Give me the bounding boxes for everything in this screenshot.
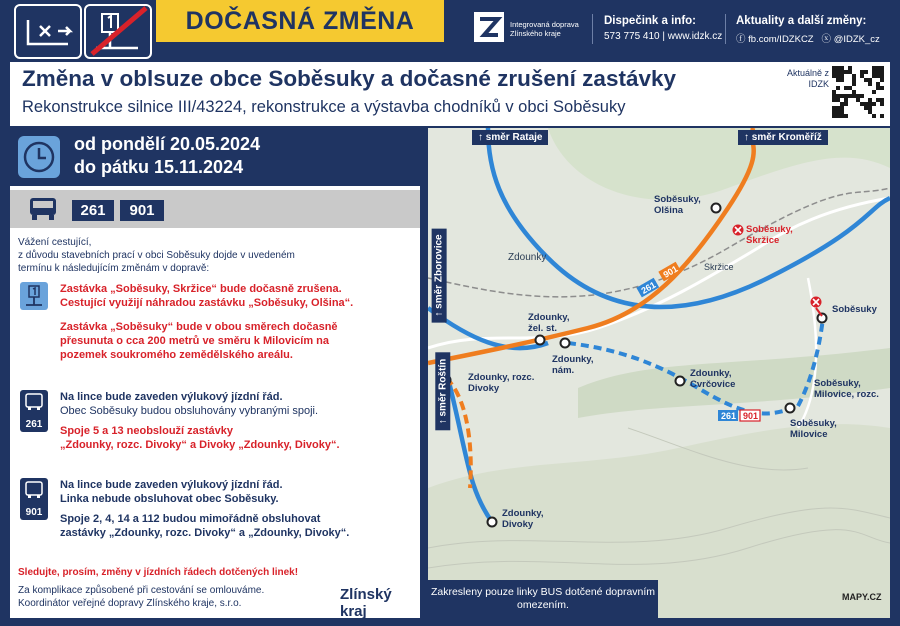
news-info	[736, 31, 880, 45]
qr-code[interactable]	[832, 66, 884, 118]
validity-box	[10, 128, 420, 186]
qr-label: Aktuálně z IDZK	[786, 68, 829, 89]
line-badge-901: 901	[120, 200, 164, 221]
dispatcher-title: Dispečink a info:	[604, 15, 697, 27]
bus-stop-icon	[20, 282, 48, 310]
line-261-text	[60, 390, 340, 452]
apology-text: Za komplikace způsobené při cestování se omlouváme.	[18, 585, 265, 596]
map-line-label-261: 261	[721, 411, 737, 421]
stop-label-divoky: Zdounky, Divoky	[502, 508, 544, 530]
line-261-line: Spoje 5 a 13 neobslouží zastávky	[60, 425, 234, 437]
line-261-line: Na lince bude zaveden výlukový jízdní řád.	[60, 391, 283, 403]
temporary-change-banner: DOČASNÁ ZMĚNA	[156, 0, 444, 42]
stop-label-sobesuky: Soběsuky	[832, 304, 877, 315]
stop-change-line: Zastávka „Soběsuky, Skržice“ bude dočasně zrušena.	[60, 283, 342, 295]
stop-cancel-text	[60, 282, 353, 310]
direction-rostin: ↑ směr Roštín	[435, 353, 450, 431]
stop-change-line: přesunuta o cca 200 metrů ve směru k Milovicím na	[60, 335, 329, 347]
stop-label-milovice: Soběsuky, Milovice	[790, 418, 837, 440]
stop-change-line: Zastávka „Soběsuky“ bude v obou směrech dočasně	[60, 321, 338, 333]
line-901-line: zastávky „Zdounky, rozc. Divoky“ a „Zdounky, Divoky“.	[60, 527, 350, 539]
dispatcher-info	[604, 31, 722, 42]
line-number: 261	[25, 419, 43, 430]
direction-rataje: ↑ směr Rataje	[472, 130, 548, 145]
idzk-logo	[474, 12, 504, 42]
coordinator-text: Koordinátor veřejné dopravy Zlínského kraje, s.r.o.	[18, 598, 242, 609]
line-901-line: Na lince bude zaveden výlukový jízdní řád.	[60, 479, 283, 491]
clock-icon	[18, 136, 60, 178]
place-skrzice: Skržice	[704, 262, 734, 272]
header-divider	[592, 14, 593, 44]
stop-label-nam: Zdounky, nám.	[552, 354, 594, 376]
x-link[interactable]: @IDZK_cz	[833, 34, 880, 45]
page-title: Změna v oblsuze obce Soběsuky a dočasné zrušení zastávky	[22, 66, 677, 91]
header-divider	[725, 14, 726, 44]
line-901-line: Linka nebude obsluhovat obec Soběsuky.	[60, 493, 279, 505]
line-261-line: Obec Soběsuky budou obsluhovány vybranými spoji.	[60, 405, 319, 417]
intro-line: Vážení cestující,	[18, 237, 92, 248]
map-line-label-261: 261	[639, 279, 658, 296]
stop-label-skrzice: Soběsuky, Skržice	[746, 224, 793, 246]
organization-name: Integrovaná doprava Zlínského kraje	[510, 20, 579, 38]
line-badge-261: 261	[72, 200, 114, 221]
valid-from: od pondělí 20.05.2024	[74, 134, 261, 154]
dispatcher-web-link[interactable]: www.idzk.cz	[667, 31, 723, 42]
stop-cancelled-icon	[84, 4, 152, 59]
stop-label-cvrcovice: Zdounky, Cvrčovice	[690, 368, 736, 390]
zlin-region-logo: Zlínský kraj	[340, 586, 392, 620]
facebook-icon: ⓕ	[736, 34, 746, 45]
warning-text: Sledujte, prosím, změny v jízdních řádech dotčených linek!	[18, 567, 299, 578]
stop-change-line: Cestující využijí náhradou zastávku „Soběsuky, Olšina“.	[60, 297, 354, 309]
map-note: Zakresleny pouze linky BUS dotčené dopravním omezením.	[428, 580, 658, 618]
direction-zborovice: ↑ směr Zborovice	[432, 228, 447, 322]
stop-move-text	[60, 320, 338, 362]
facebook-link[interactable]: fb.com/IDZKCZ	[748, 34, 814, 45]
map-line-label-901: 901	[661, 263, 680, 280]
intro-line: z důvodu stavebních prací v obci Soběsuky dojde v uvedeném	[18, 250, 295, 261]
bus-icon	[24, 196, 62, 222]
line-261-icon	[20, 390, 48, 432]
map-line-label-901: 901	[743, 411, 759, 421]
intro-text	[18, 236, 295, 275]
valid-to: do pátku 15.11.2024	[74, 157, 244, 177]
stop-label-milovice-rozc: Soběsuky, Milovice, rozc.	[814, 378, 879, 400]
detour-icon	[14, 4, 82, 59]
place-zdounky: Zdounky	[508, 252, 547, 263]
stop-label-zel-st: Zdounky, žel. st.	[528, 312, 570, 334]
line-261-line: „Zdounky, rozc. Divoky“ a Divoky „Zdounky, Divoky“.	[60, 439, 340, 451]
info-separator: |	[662, 31, 668, 42]
line-901-text	[60, 478, 349, 540]
line-number: 901	[25, 507, 43, 518]
intro-line: termínu k následujícím změnám v dopravě:	[18, 263, 210, 274]
stop-label-rozc-divoky: Zdounky, rozc. Divoky	[468, 372, 535, 394]
stop-label-olsina: Soběsuky, Olšina	[654, 194, 701, 216]
line-901-line: Spoje 2, 4, 14 a 112 budou mimořádně obsluhovat	[60, 513, 321, 525]
line-901-icon	[20, 478, 48, 520]
title-box	[10, 62, 890, 126]
dispatcher-phone[interactable]: 573 775 410	[604, 31, 660, 42]
route-map[interactable]	[428, 128, 890, 618]
x-icon: ⓧ	[821, 34, 832, 45]
map-credit: MAPY.CZ	[842, 592, 882, 602]
page-subtitle: Rekonstrukce silnice III/43224, rekonstrukce a výstavba chodníků v obci Soběsuky	[22, 98, 626, 116]
direction-kromeriz: ↑ směr Kroměříž	[738, 130, 828, 145]
news-title: Aktuality a další změny:	[736, 15, 867, 27]
info-panel	[10, 128, 420, 618]
stop-change-line: pozemek soukromého zemědělského areálu.	[60, 349, 293, 361]
